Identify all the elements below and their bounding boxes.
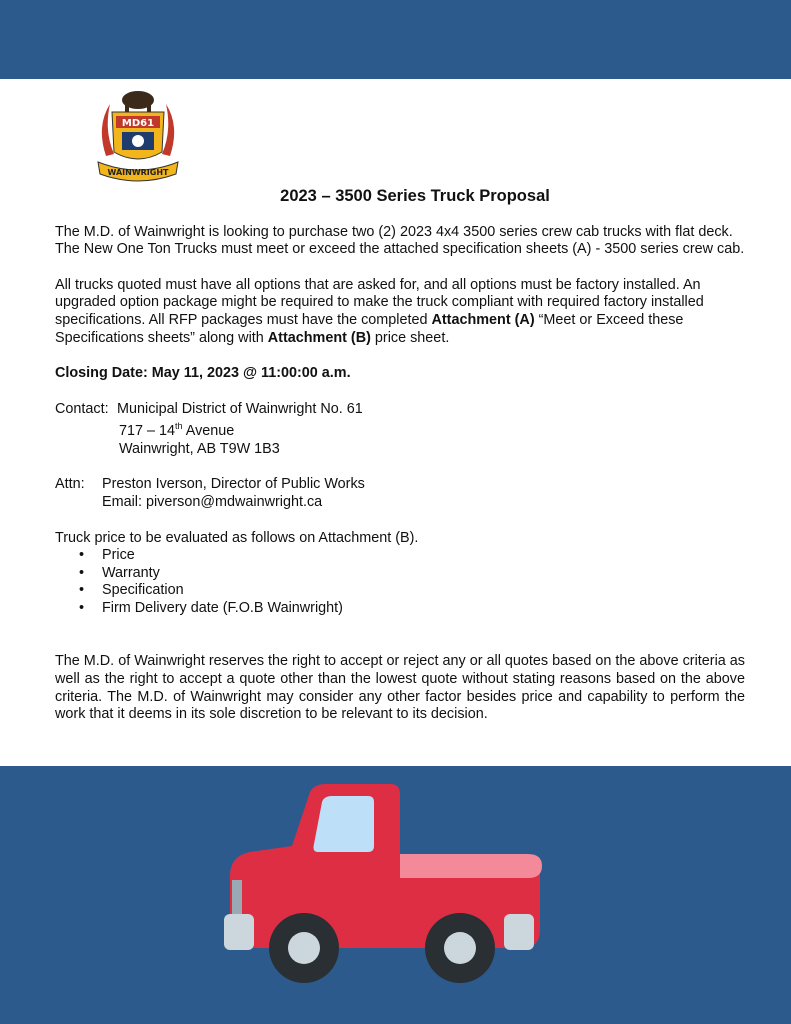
contact-block xyxy=(55,401,745,459)
contact-line-2: 717 – 14th Avenue xyxy=(119,421,235,440)
attachment-a: Attachment (A) xyxy=(431,311,535,328)
contact-label: Contact: xyxy=(55,400,109,417)
contact-line-3: Wainwright, AB T9W 1B3 xyxy=(119,440,280,457)
md-logo xyxy=(92,86,184,186)
svg-text:MD61: MD61 xyxy=(121,118,155,129)
closing-date: Closing Date: May 11, 2023 @ 11:00:00 a.m. xyxy=(55,365,351,382)
contact-line-1: Municipal District of Wainwright No. 61 xyxy=(117,400,363,417)
list-item: • Price xyxy=(102,547,745,565)
document-body xyxy=(55,188,745,724)
svg-text:WAINWRIGHT: WAINWRIGHT xyxy=(107,168,169,177)
intro-paragraph: The M.D. of Wainwright is looking to purchase two (2) 2023 4x4 3500 series crew cab trucks with flat deck. The New One Ton Trucks must meet or exceed the attached specification sheets (A) - 3500 series crew cab. xyxy=(55,223,745,258)
attn-label: Attn: xyxy=(55,476,85,493)
evaluation-intro: Truck price to be evaluated as follows on Attachment (B). xyxy=(55,529,419,546)
page-title: 2023 – 3500 Series Truck Proposal xyxy=(280,187,550,205)
attn-email: Email: piverson@mdwainwright.ca xyxy=(102,493,323,510)
reserve-paragraph: The M.D. of Wainwright reserves the right to accept or reject any or all quotes based on the above criteria as well as the right to accept a quote other than the lowest quote without stating reasons based on the above criteria. The M.D. of Wainwright may consider any other factor besides price and capability to perform the work that it deems in its sole discretion to be relevant to its decision. xyxy=(55,653,745,723)
evaluation-list xyxy=(55,547,745,617)
list-item: • Warranty xyxy=(102,565,745,583)
attachment-b: Attachment (B) xyxy=(267,329,371,346)
header-band xyxy=(0,0,791,79)
pickup-truck-illustration xyxy=(222,780,542,990)
list-item: • Firm Delivery date (F.O.B Wainwright) xyxy=(102,600,745,618)
attn-line-1: Preston Iverson, Director of Public Works xyxy=(102,476,365,493)
options-paragraph: All trucks quoted must have all options that are asked for, and all options must be factory installed. An upgraded option package might be required to make the truck compliant with required factory installed specifications. All RFP packages must have the completed Attachment (A) “Meet or Exceed these Specifications sheets” along with Attachment (B) price sheet. xyxy=(55,276,704,346)
attn-block xyxy=(55,476,745,511)
list-item: • Specification xyxy=(102,582,745,600)
